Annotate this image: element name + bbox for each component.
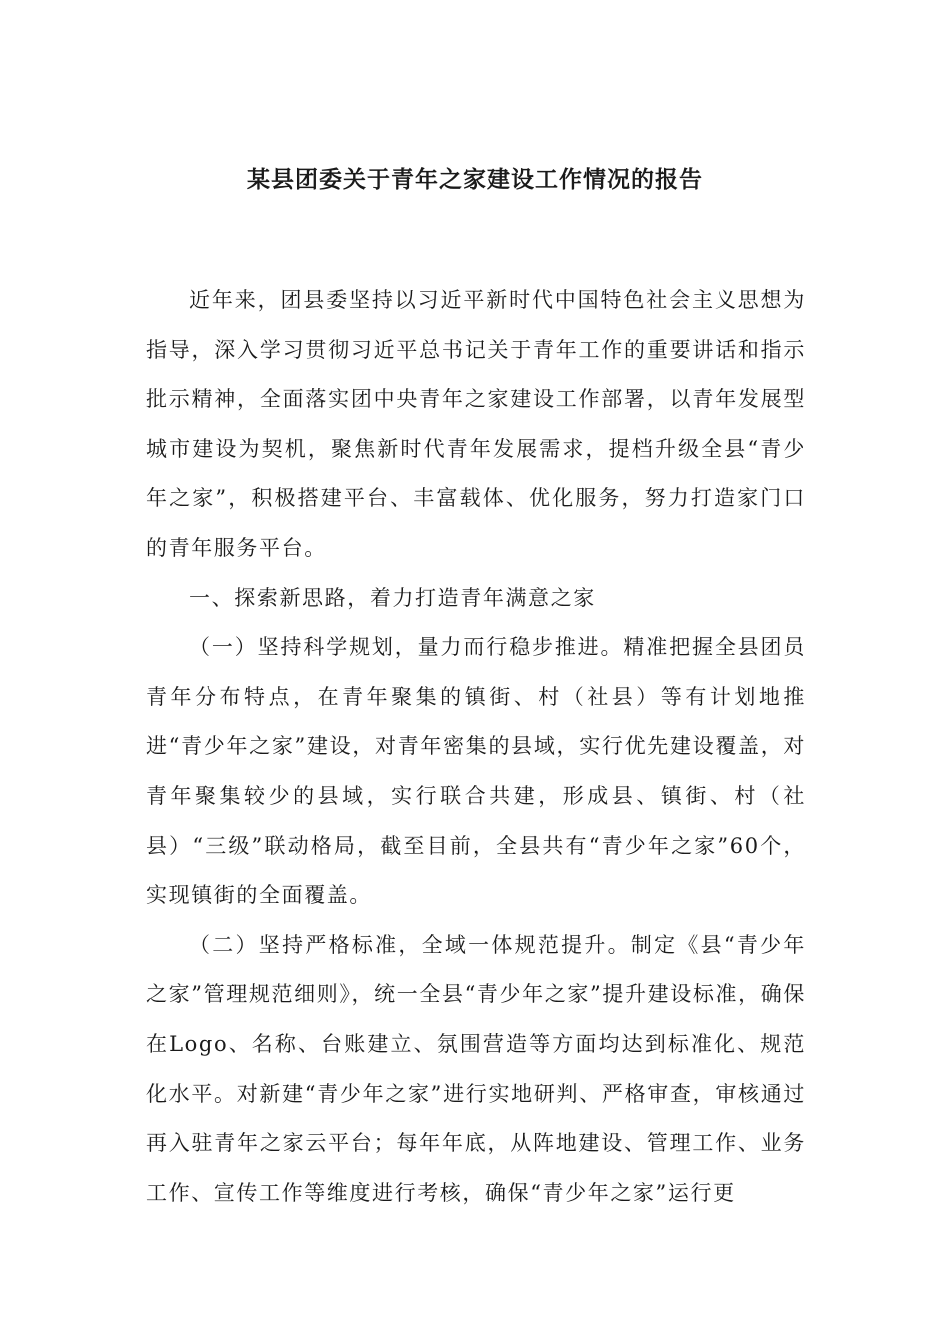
section-heading: 一、探索新思路，着力打造青年满意之家 <box>189 585 596 610</box>
subsection-paragraph-2: （二）坚持严格标准，全域一体规范提升。制定《县“青少年之家”管理规范细则》，统一全县“青少年之家”提升建设标准，确保在Logo、名称、台账建立、氛围营造等方面均达到标准化、规范化水平。对新建“青少年之家”进行实地研判、严格审查，审核通过再入驻青年之家云平台；每年年底，从阵地建设、管理工作、业务工作、宣传工作等维度进行考核，确保“青少年之家”运行更 <box>146 932 806 1205</box>
document-title: 某县团委关于青年之家建设工作情况的报告 <box>247 166 703 193</box>
document-body <box>146 276 806 1218</box>
subsection-paragraph-1: （一）坚持科学规划，量力而行稳步推进。精准把握全县团员青年分布特点，在青年聚集的镇街、村（社县）等有计划地推进“青少年之家”建设，对青年密集的县域，实行优先建设覆盖，对青年聚集较少的县域，实行联合共建，形成县、镇街、村（社县）“三级”联动格局，截至目前，全县共有“青少年之家”60个，实现镇街的全面覆盖。 <box>146 635 806 908</box>
intro-paragraph: 近年来，团县委坚持以习近平新时代中国特色社会主义思想为指导，深入学习贯彻习近平总书记关于青年工作的重要讲话和指示批示精神，全面落实团中央青年之家建设工作部署，以青年发展型城市建设为契机，聚焦新时代青年发展需求，提档升级全县“青少年之家”，积极搭建平台、丰富载体、优化服务，努力打造家门口的青年服务平台。 <box>146 288 806 560</box>
